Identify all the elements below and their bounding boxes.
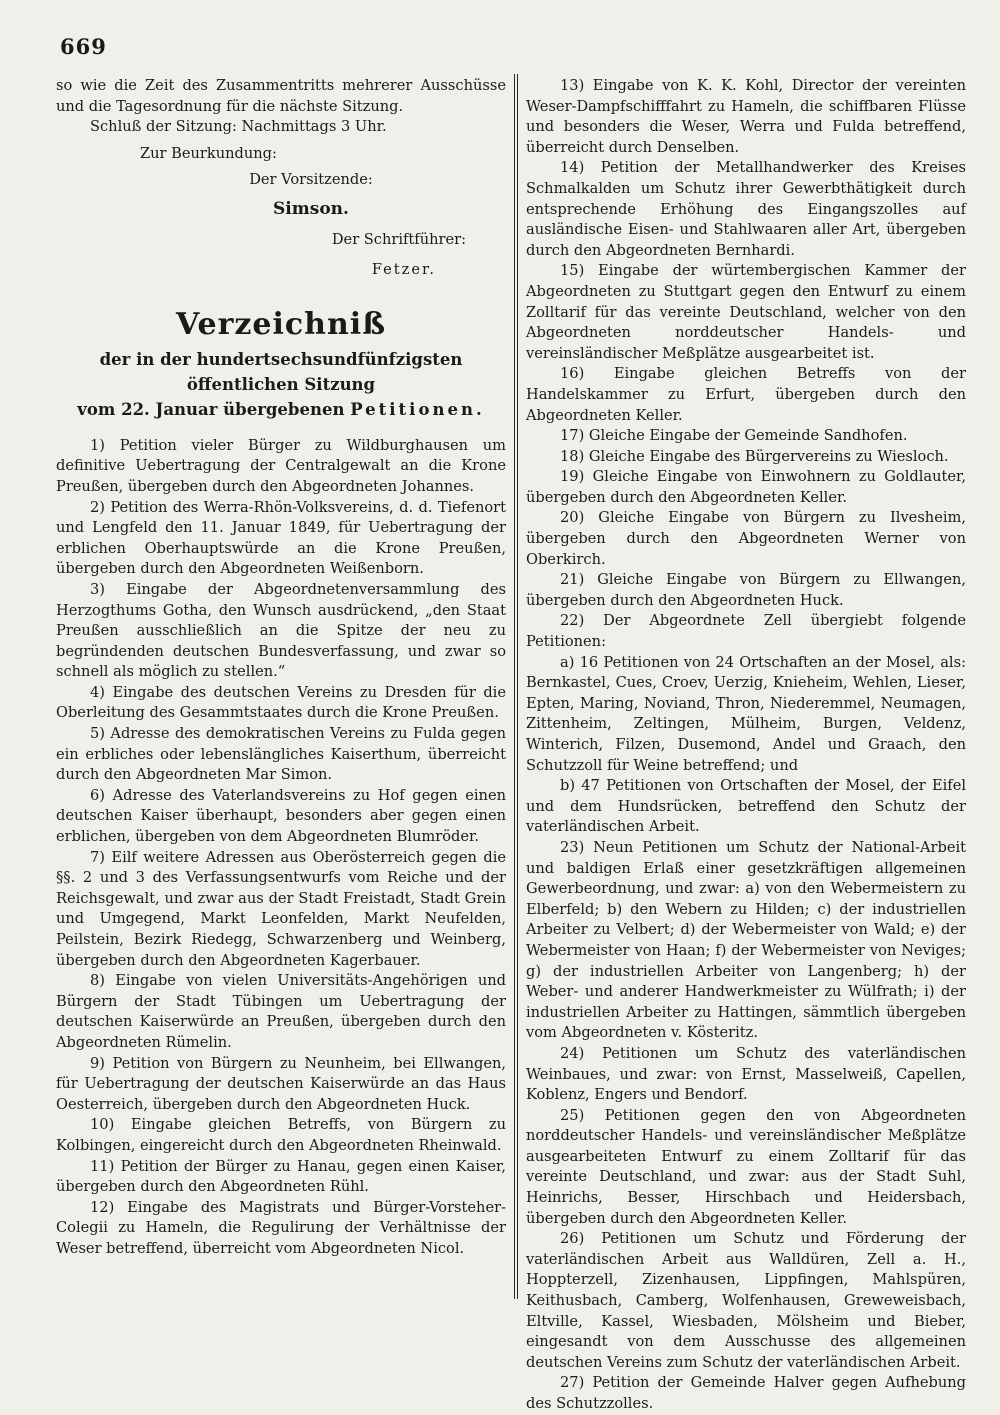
petition-item: 3) Eingabe der Abgeordnetenversammlung des Herzogthums Gotha, den Wunsch ausdrückend, „den Staat Preußen ausschließlich an die Spitze der neu zu begründenden deutschen Bundesverfassung, und zwar so schnell als möglich zu stellen.“ — [56, 580, 506, 681]
petition-item: 22) Der Abgeordnete Zell übergiebt folgende Petitionen: — [526, 612, 966, 651]
petition-item: 11) Petition der Bürger zu Hanau, gegen einen Kaiser, übergeben durch den Abgeordneten Rühl. — [56, 1157, 506, 1196]
beurkundung-label: Zur Beurkundung: — [140, 144, 277, 162]
petition-subitem: a) 16 Petitionen von 24 Ortschaften an der Mosel, als: Bernkastel, Cues, Croev, Uerzig, Knieheim, Wehlen, Lieser, Epten, Maring, Noviand, Thron, Niederemmel, Neumagen, Zittenheim, Zeltingen, Mülheim, Burgen, Veldenz, Winterich, Filzen, Dusemond, Andel und Graach, den Schutzzoll für Weine betreffend; und — [526, 653, 966, 774]
petition-item: 27) Petition der Gemeinde Halver gegen Aufhebung des Schutzzolles. — [526, 1374, 966, 1412]
list-subheading — [56, 347, 506, 422]
right-column — [526, 76, 966, 1415]
petition-item: 1) Petition vieler Bürger zu Wildburghausen um definitive Uebertragung der Centralgewalt an die Krone Preußen, übergeben durch den Abgeordneten Johannes. — [56, 436, 506, 495]
page-number: 669 — [60, 34, 107, 59]
subheading-petitions: Petitionen. — [350, 399, 485, 419]
petition-item: 20) Gleiche Eingabe von Bürgern zu Ilvesheim, übergeben durch den Abgeordneten Werner von Oberkirch. — [526, 509, 966, 568]
petition-item: 15) Eingabe der würtembergischen Kammer der Abgeordneten zu Stuttgart gegen den Entwurf zu einem Zolltarif für das vereinte Deutschland, welcher von den Abgeordneten norddeutscher Handels- und vereinsländischer Meßplätze ausgearbeitet ist. — [526, 262, 966, 362]
column-divider — [514, 74, 518, 1299]
petition-item: 2) Petition des Werra-Rhön-Volksvereins, d. d. Tiefenort und Lengfeld den 11. Januar 1849, für Uebertragung der erblichen Oberhauptswürde an die Krone Preußen, übergeben durch den Abgeordneten Weißenborn. — [56, 498, 506, 578]
petition-item: 21) Gleiche Eingabe von Bürgern zu Ellwangen, übergeben durch den Abgeordneten Huck. — [526, 571, 966, 609]
subheading-line-2 — [62, 397, 500, 422]
secretary-name: Fetzer. — [371, 261, 436, 279]
subheading-date: vom 22. Januar übergebenen — [77, 399, 345, 419]
petition-list-right — [526, 76, 966, 1415]
closing-time: Schluß der Sitzung: Nachmittags 3 Uhr. — [90, 118, 387, 136]
petition-item: 18) Gleiche Eingabe des Bürgervereins zu Wiesloch. — [560, 447, 949, 465]
petition-item: 16) Eingabe gleichen Betreffs von der Handelskammer zu Erfurt, übergeben durch den Abgeordneten Keller. — [526, 365, 966, 424]
petition-item: 4) Eingabe des deutschen Vereins zu Dresden für die Oberleitung des Gesammtstaates durch die Krone Preußen. — [56, 683, 506, 722]
petition-item: 7) Eilf weitere Adressen aus Oberösterreich gegen die §§. 2 und 3 des Verfassungsentwurfs vom Reiche und der Reichsgewalt, und zwar aus der Stadt Freistadt, Stadt Grein und Umgegend, Markt Leonfelden, Markt Neufelden, Peilstein, Bezirk Riedegg, Schwarzenberg und Weinberg, übergeben durch den Abgeordneten Kagerbauer. — [56, 848, 506, 969]
left-column — [56, 76, 506, 1260]
subheading-line-1: der in der hundertsechsundfünfzigsten öffentlichen Sitzung — [99, 349, 463, 394]
petition-item: 14) Petition der Metallhandwerker des Kreises Schmalkalden um Schutz ihrer Gewerbthätigkeit durch entsprechende Erhöhung des Eingangszolles auf ausländische Eisen- und Stahlwaaren aller Art, übergeben durch den Abgeordneten Bernhardi. — [526, 159, 966, 259]
petition-item: 19) Gleiche Eingabe von Einwohnern zu Goldlauter, übergeben durch den Abgeordneten Keller. — [526, 468, 966, 506]
petition-item: 9) Petition von Bürgern zu Neunheim, bei Ellwangen, für Uebertragung der deutschen Kaiserwürde an das Haus Oesterreich, übergeben durch den Abgeordneten Huck. — [56, 1054, 506, 1113]
petition-item: 17) Gleiche Eingabe der Gemeinde Sandhofen. — [560, 427, 908, 445]
chairman-label: Der Vorsitzende: — [249, 171, 373, 189]
secretary-label: Der Schriftführer: — [331, 230, 466, 248]
chairman-name: Simson. — [273, 198, 349, 219]
list-heading: Verzeichniß — [175, 306, 386, 342]
petition-item: 24) Petitionen um Schutz des vaterländischen Weinbaues, und zwar: von Ernst, Masselweiß, Capellen, Koblenz, Engers und Bendorf. — [526, 1044, 966, 1104]
petition-item: 10) Eingabe gleichen Betreffs, von Bürgern zu Kolbingen, eingereicht durch den Abgeordneten Rheinwald. — [56, 1116, 506, 1154]
petition-item: 8) Eingabe von vielen Universitäts-Angehörigen und Bürgern der Stadt Tübingen um Uebertragung der deutschen Kaiserwürde an Preußen, übergeben durch den Abgeordneten Rümelin. — [56, 972, 506, 1051]
petition-subitem: b) 47 Petitionen von Ortschaften der Mosel, der Eifel und dem Hundsrücken, betreffend den Schutz der vaterländischen Arbeit. — [526, 777, 966, 836]
petition-list-left — [56, 436, 506, 1260]
petition-item: 26) Petitionen um Schutz und Förderung der vaterländischen Arbeit aus Walldüren, Zell a. H., Hoppterzell, Zizenhausen, Lippfingen, Mahlspüren, Keithusbach, Camberg, Wolfenhausen, Greweweisbach, Eltville, Kassel, Wiesbaden, Mölsheim und Bieber, eingesandt von dem Ausschusse des allgemeinen deutschen Vereins zum Schutz der vaterländischen Arbeit. — [526, 1230, 966, 1371]
petition-item: 25) Petitionen gegen den von Abgeordneten norddeutscher Handels- und vereinsländischer Meßplätze ausgearbeiteten Entwurf zu einem Zolltarif für das vereinte Deutschland, und zwar: aus der Stadt Suhl, Heinrichs, Besser, Hirschbach und Heidersbach, übergeben durch den Abgeordneten Keller. — [526, 1106, 966, 1227]
petition-item: 13) Eingabe von K. K. Kohl, Director der vereinten Weser-Dampfschifffahrt zu Hameln, die schiffbaren Flüsse und besonders die Weser, Werra und Fulda betreffend, überreicht durch Denselben. — [526, 77, 966, 156]
petition-item: 5) Adresse des demokratischen Vereins zu Fulda gegen ein erbliches oder lebenslängliches Kaiserthum, überreicht durch den Abgeordneten Mar Simon. — [56, 725, 506, 784]
petition-item: 6) Adresse des Vaterlandsvereins zu Hof gegen einen deutschen Kaiser überhaupt, besonders aber gegen einen erblichen, übergeben von dem Abgeordneten Blumröder. — [56, 786, 506, 846]
petition-item: 23) Neun Petitionen um Schutz der National-Arbeit und baldigen Erlaß einer gesetzkräftigen allgemeinen Gewerbeordnung, und zwar: a) von den Webermeistern zu Elberfeld; b) den Webern zu Hilden; c) der industriellen Arbeiter zu Velbert; d) der Webermeister von Wald; e) der Webermeister von Haan; f) der Webermeister von Neviges; g) der industriellen Arbeiter von Langenberg; h) der Weber- und anderer Handwerkmeister zu Wülfrath; i) der industriellen Arbeiter zu Hattingen, sämmtlich übergeben vom Abgeordneten v. Kösteritz. — [526, 838, 966, 1042]
petition-item: 12) Eingabe des Magistrats und Bürger-Vorsteher-Colegii zu Hameln, die Regulirung der Verhältnisse der Weser betreffend, überreicht vom Abgeordneten Nicol. — [56, 1198, 506, 1257]
intro-text: so wie die Zeit des Zusammentritts mehrerer Ausschüsse und die Tagesordnung für die nächste Sitzung. — [56, 77, 506, 115]
